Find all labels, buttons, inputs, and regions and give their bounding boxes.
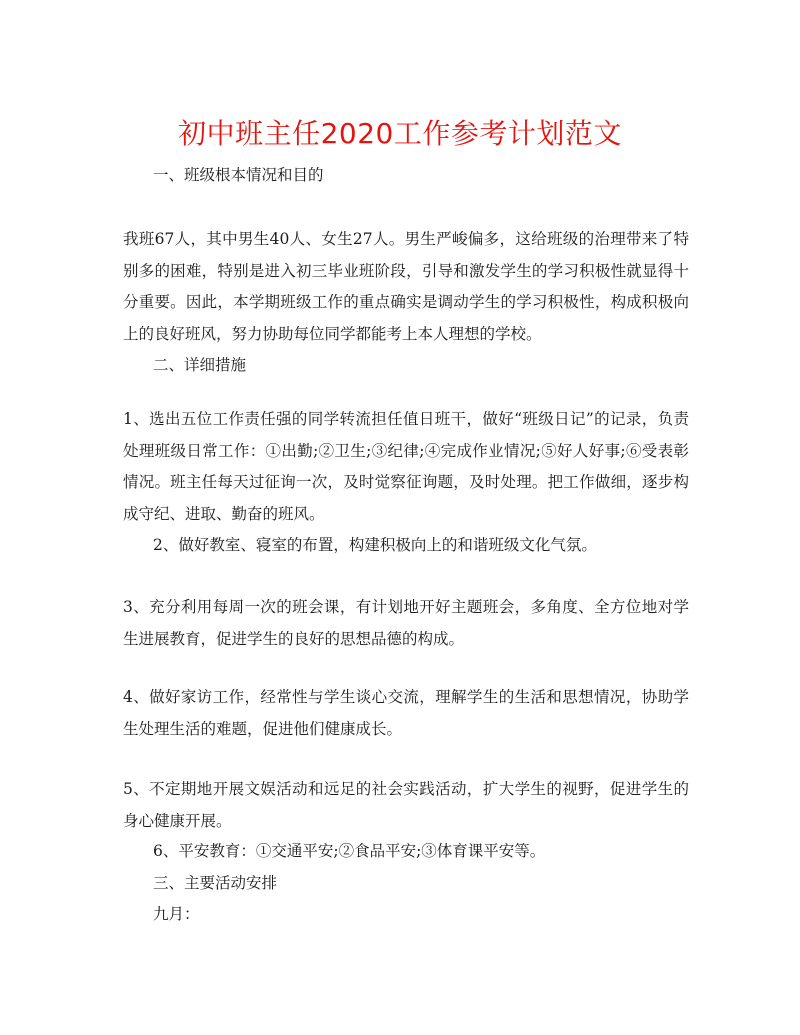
- measure-item-2: 2、做好教室、寝室的布置，构建积极向上的和谐班级文化气氛。: [153, 536, 597, 554]
- month-heading-september: 九月：: [153, 905, 200, 923]
- section-heading-1: 一、班级根本情况和目的: [153, 166, 324, 184]
- measure-item-1: 1、选出五位工作责任强的同学转流担任值日班干，做好“班级日记”的记录，负责处理班级日常工作：①出勤;②卫生;③纪律;④完成作业情况;⑤好人好事;⑥受表彰情况。班主任每天过征询一次，及时觉察征询题，及时处理。把工作做细，逐步构成守纪、进取、勤奋的班风。: [123, 410, 689, 523]
- document-title: 初中班主任2020工作参考计划范文: [178, 117, 622, 150]
- measure-item-5: 5、不定期地开展文娱活动和远足的社会实践活动，扩大学生的视野，促进学生的身心健康开展。: [123, 780, 689, 830]
- section-heading-3: 三、主要活动安排: [153, 874, 278, 892]
- paragraph-class-situation: 我班67人，其中男生40人、女生27人。男生严峻偏多，这给班级的治理带来了特别多的困难，特别是进入初三毕业班阶段，引导和激发学生的学习积极性就显得十分重要。因此，本学期班级工作的重点确实是调动学生的学习积极性，构成积极向上的良好班风，努力协助每位同学都能考上本人理想的学校。: [123, 230, 689, 343]
- section-heading-2: 二、详细措施: [153, 356, 247, 374]
- measure-item-4: 4、做好家访工作，经常性与学生谈心交流，理解学生的生活和思想情况，协助学生处理生活的难题，促进他们健康成长。: [123, 688, 689, 738]
- measure-item-6: 6、平安教育：①交通平安;②食品平安;③体育课平安等。: [153, 842, 546, 860]
- measure-item-3: 3、充分利用每周一次的班会课，有计划地开好主题班会，多角度、全方位地对学生进展教育，促进学生的良好的思想品德的构成。: [123, 598, 689, 648]
